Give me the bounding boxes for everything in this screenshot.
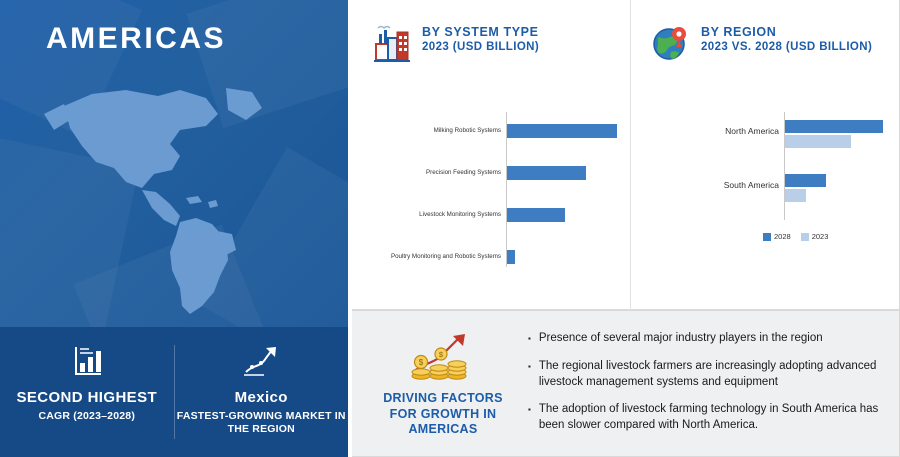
chart-header (649, 22, 872, 66)
left-stats-strip (0, 327, 348, 457)
stat-title: Mexico (234, 389, 288, 406)
bar-south-america-2023 (785, 189, 806, 202)
bullet-icon: ▪ (528, 405, 531, 415)
bar-group-label: South America (723, 180, 779, 190)
by-region-plot (723, 112, 883, 222)
chart-subtitle: 2023 (USD BILLION) (422, 41, 540, 53)
stat-fastest-growing (175, 327, 349, 457)
stat-subtitle: FASTEST-GROWING MARKET IN THE REGION (176, 410, 346, 436)
list-item (528, 331, 885, 347)
factory-icon (370, 22, 414, 66)
bar-label: Poultry Monitoring and Robotic Systems (390, 252, 501, 260)
bar-row (433, 124, 617, 138)
bar-row (419, 208, 617, 222)
bullet-icon: ▪ (528, 334, 531, 343)
bar-row (426, 166, 617, 180)
bar-livestock-monitoring-systems (507, 208, 565, 222)
legend-swatch (801, 233, 809, 241)
money-growth-icon (368, 327, 518, 385)
bar-south-america-2028 (785, 174, 826, 187)
legend-item-2028 (763, 232, 791, 241)
globe-icon (649, 22, 693, 66)
bar-row (723, 174, 883, 190)
bar-precision-feeding-systems (507, 166, 586, 180)
bar-north-america-2028 (785, 120, 883, 133)
list-item-text: Presence of several major industry players in the region (538, 332, 823, 344)
list-item (528, 402, 885, 433)
charts-area (352, 0, 900, 310)
list-item-text: The adoption of livestock farming technology in South America has been slower compared with North America. (538, 403, 879, 431)
chart-legend (763, 232, 828, 241)
chart-title: BY REGION (701, 25, 777, 39)
stat-subtitle: CAGR (2023–2028) (38, 410, 136, 423)
bar-label: Precision Feeding Systems (426, 168, 501, 176)
bar-label: Livestock Monitoring Systems (419, 210, 501, 218)
stat-cagr (0, 327, 174, 457)
bullet-icon: ▪ (528, 362, 531, 371)
stat-title: SECOND HIGHEST (16, 389, 158, 406)
left-region-panel (0, 0, 348, 457)
bar-milking-robotic-systems (507, 124, 617, 138)
driving-factors-list (528, 331, 885, 445)
svg-text:$: $ (418, 358, 424, 367)
legend-item-2023 (801, 232, 829, 241)
legend-swatch (763, 233, 771, 241)
bar-row (785, 189, 883, 202)
legend-label: 2028 (774, 232, 791, 241)
region-map-block (0, 0, 348, 327)
bar-poultry-monitoring-and-robotic-systems (507, 250, 515, 264)
bar-label: Milking Robotic Systems (433, 126, 501, 134)
system-type-plot (390, 112, 617, 262)
chart-header (370, 22, 539, 66)
list-item (528, 359, 885, 390)
growth-arrow-icon (240, 339, 282, 383)
bar-row (725, 120, 883, 136)
driving-factors-heading-block (368, 327, 518, 438)
chart-subtitle: 2023 VS. 2028 (USD BILLION) (701, 41, 873, 53)
bar-north-america-2023 (785, 135, 851, 148)
legend-label: 2023 (811, 232, 829, 241)
driving-factors-panel (352, 310, 900, 457)
chart-title: BY SYSTEM TYPE (422, 25, 539, 39)
americas-map (30, 70, 320, 320)
bar-row (390, 250, 617, 264)
driving-factors-title: DRIVING FACTORS FOR GROWTH IN AMERICAS (383, 391, 503, 437)
bar-chart-icon (67, 339, 107, 383)
bar-row (785, 135, 883, 148)
svg-text:$: $ (438, 350, 444, 359)
bar-group-label: North America (725, 126, 779, 136)
page-title: AMERICAS (46, 22, 227, 55)
chart-by-system-type (352, 0, 630, 310)
list-item-text: The regional livestock farmers are increasingly adopting advanced livestock management systems and equipment (538, 360, 877, 388)
chart-by-region (630, 0, 900, 310)
